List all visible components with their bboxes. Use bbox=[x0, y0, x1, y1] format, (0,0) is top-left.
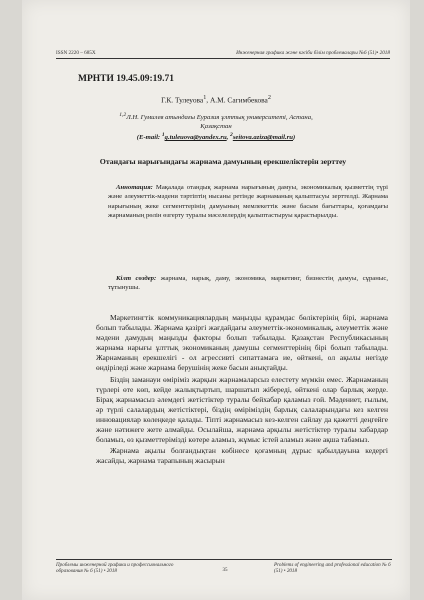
running-footer bbox=[56, 559, 392, 575]
author-2-sup: 2 bbox=[267, 95, 271, 101]
email-2-sup: 2 bbox=[230, 132, 233, 139]
annotation-label: Аннотация: bbox=[116, 184, 153, 191]
body-paragraph-2: Біздің заманауи өміріміз жарқын жарнамаларсыз елестету мүмкін емес. Жарнаманың түрлері өте көп, кейде жалықтыртып, шаршатып жібереді, өйткені олар барлық жерде. Бірақ жарнамасыз әлемдегі жетістіктер туралы бейхабар қаламыз ғой. Мәдениет, ғылым, әр түрлі салалардың жетістіктері, біздің өміріміздің барлық салаларындағы кез келген инновациялар көлеңкеде қалады. Тіпті жарнамасыз кез-келген сайлау да қажетті деңгейге және нәтижеге жете алмайды. Осылайша, жарнама арқылы жетістіктер туралы хабардар боламыз, өз қызметтерімізді көтере аламыз, жұмыс істей аламыз және ақша табамыз. bbox=[96, 374, 388, 445]
affiliation bbox=[62, 111, 370, 142]
body-paragraph-1: Маркетингтік коммуникациялардың маңызды құрамдас бөліктерінің бірі, жарнама болып табылады. Жарнама қазіргі жағдайдағы әлеуметтік-экономикалық, әлеуметтік және мәдени дамудың маңызды факторы болып табылады. Қазақстан Республикасының жарнама нарығы ұлттық экономиканың дамушы сегменттерінің бірі болып табылады. Жарнаманың ерекшелігі - ол агрессивті сипаттамаға ие, өйткені, ол ақылы негізде өндіріледі және жарнама берушінің жеке басын анықтайды. bbox=[96, 313, 388, 373]
journal-page bbox=[22, 0, 410, 600]
email-prefix: (E-mail: bbox=[136, 134, 162, 142]
running-header bbox=[56, 50, 390, 59]
annotation-text: Мақалада отандық жарнама нарығының дамуы, экономикалық қызметтің түрі және әлеуметтік-мәдени тәртіптің нысаны ретінде жарнаманың қалыптасуы зерттелді. Жарнама нарығының жеке сегменттерінің дамуының мемлекеттік және басым бағыттары, қоғамдағы жарнаманың рөлін өзгерту туралы мәселелердің қалыптастыруы қарастырылды. bbox=[108, 184, 388, 220]
author-1: Г.К. Тулеуова bbox=[161, 95, 204, 105]
page-number: 35 bbox=[222, 567, 228, 574]
affiliation-line-2: Қазақстан bbox=[200, 123, 232, 131]
affiliation-line-1: Л.Н. Гумилев атындағы Еуразия ұлттық университеті, Астана, bbox=[126, 114, 313, 122]
email-1-sup: 1 bbox=[161, 132, 165, 139]
email-suffix: ) bbox=[293, 134, 296, 142]
keywords-text: жарнама, нарық, даму, экономика, маркетинг, бизнестің дамуы, сұраныс, тұтынушы. bbox=[108, 275, 388, 292]
author-2: А.М. Сагимбекова bbox=[209, 95, 268, 105]
footer-left: Проблемы инженерной графики и профессионального образования № 6 (51) • 2018 bbox=[56, 562, 174, 575]
body-paragraph-3: Жарнама ақылы болғандықтан көбінесе қоғамның дұрыс қабылдауына кедергі жасайды, жарнама тарапының жасырын bbox=[96, 446, 388, 466]
article-title: Отандағы нарығындағы жарнама дамуының ерекшеліктерін зерттеу bbox=[99, 157, 347, 166]
keywords-label: Кілт сөздер: bbox=[116, 275, 157, 282]
article-body bbox=[96, 313, 388, 467]
author-1-sup: 1 bbox=[203, 95, 207, 101]
author-separator: , bbox=[206, 95, 210, 105]
authors bbox=[22, 95, 410, 104]
email-1-link[interactable]: g.tuleuova@yandex.ru bbox=[164, 134, 227, 142]
footer-right: Problems of engineering and professional education № 6 (51) • 2018 bbox=[274, 562, 391, 575]
journal-name: Инженерная графика және кәсіби білім проблемалары №6 (51)• 2018 bbox=[236, 50, 390, 56]
email-2-link[interactable]: seitova.aziza@mail.ru bbox=[232, 134, 293, 142]
affiliation-sup: 1,2 bbox=[119, 112, 127, 118]
annotation bbox=[108, 183, 388, 221]
keywords bbox=[108, 274, 388, 293]
emails bbox=[62, 131, 370, 142]
email-separator: , bbox=[226, 134, 231, 142]
issn: ISSN 2220 – 685X bbox=[56, 50, 96, 56]
mrnti-code: МРНТИ 19.45.09:19.71 bbox=[78, 74, 175, 84]
